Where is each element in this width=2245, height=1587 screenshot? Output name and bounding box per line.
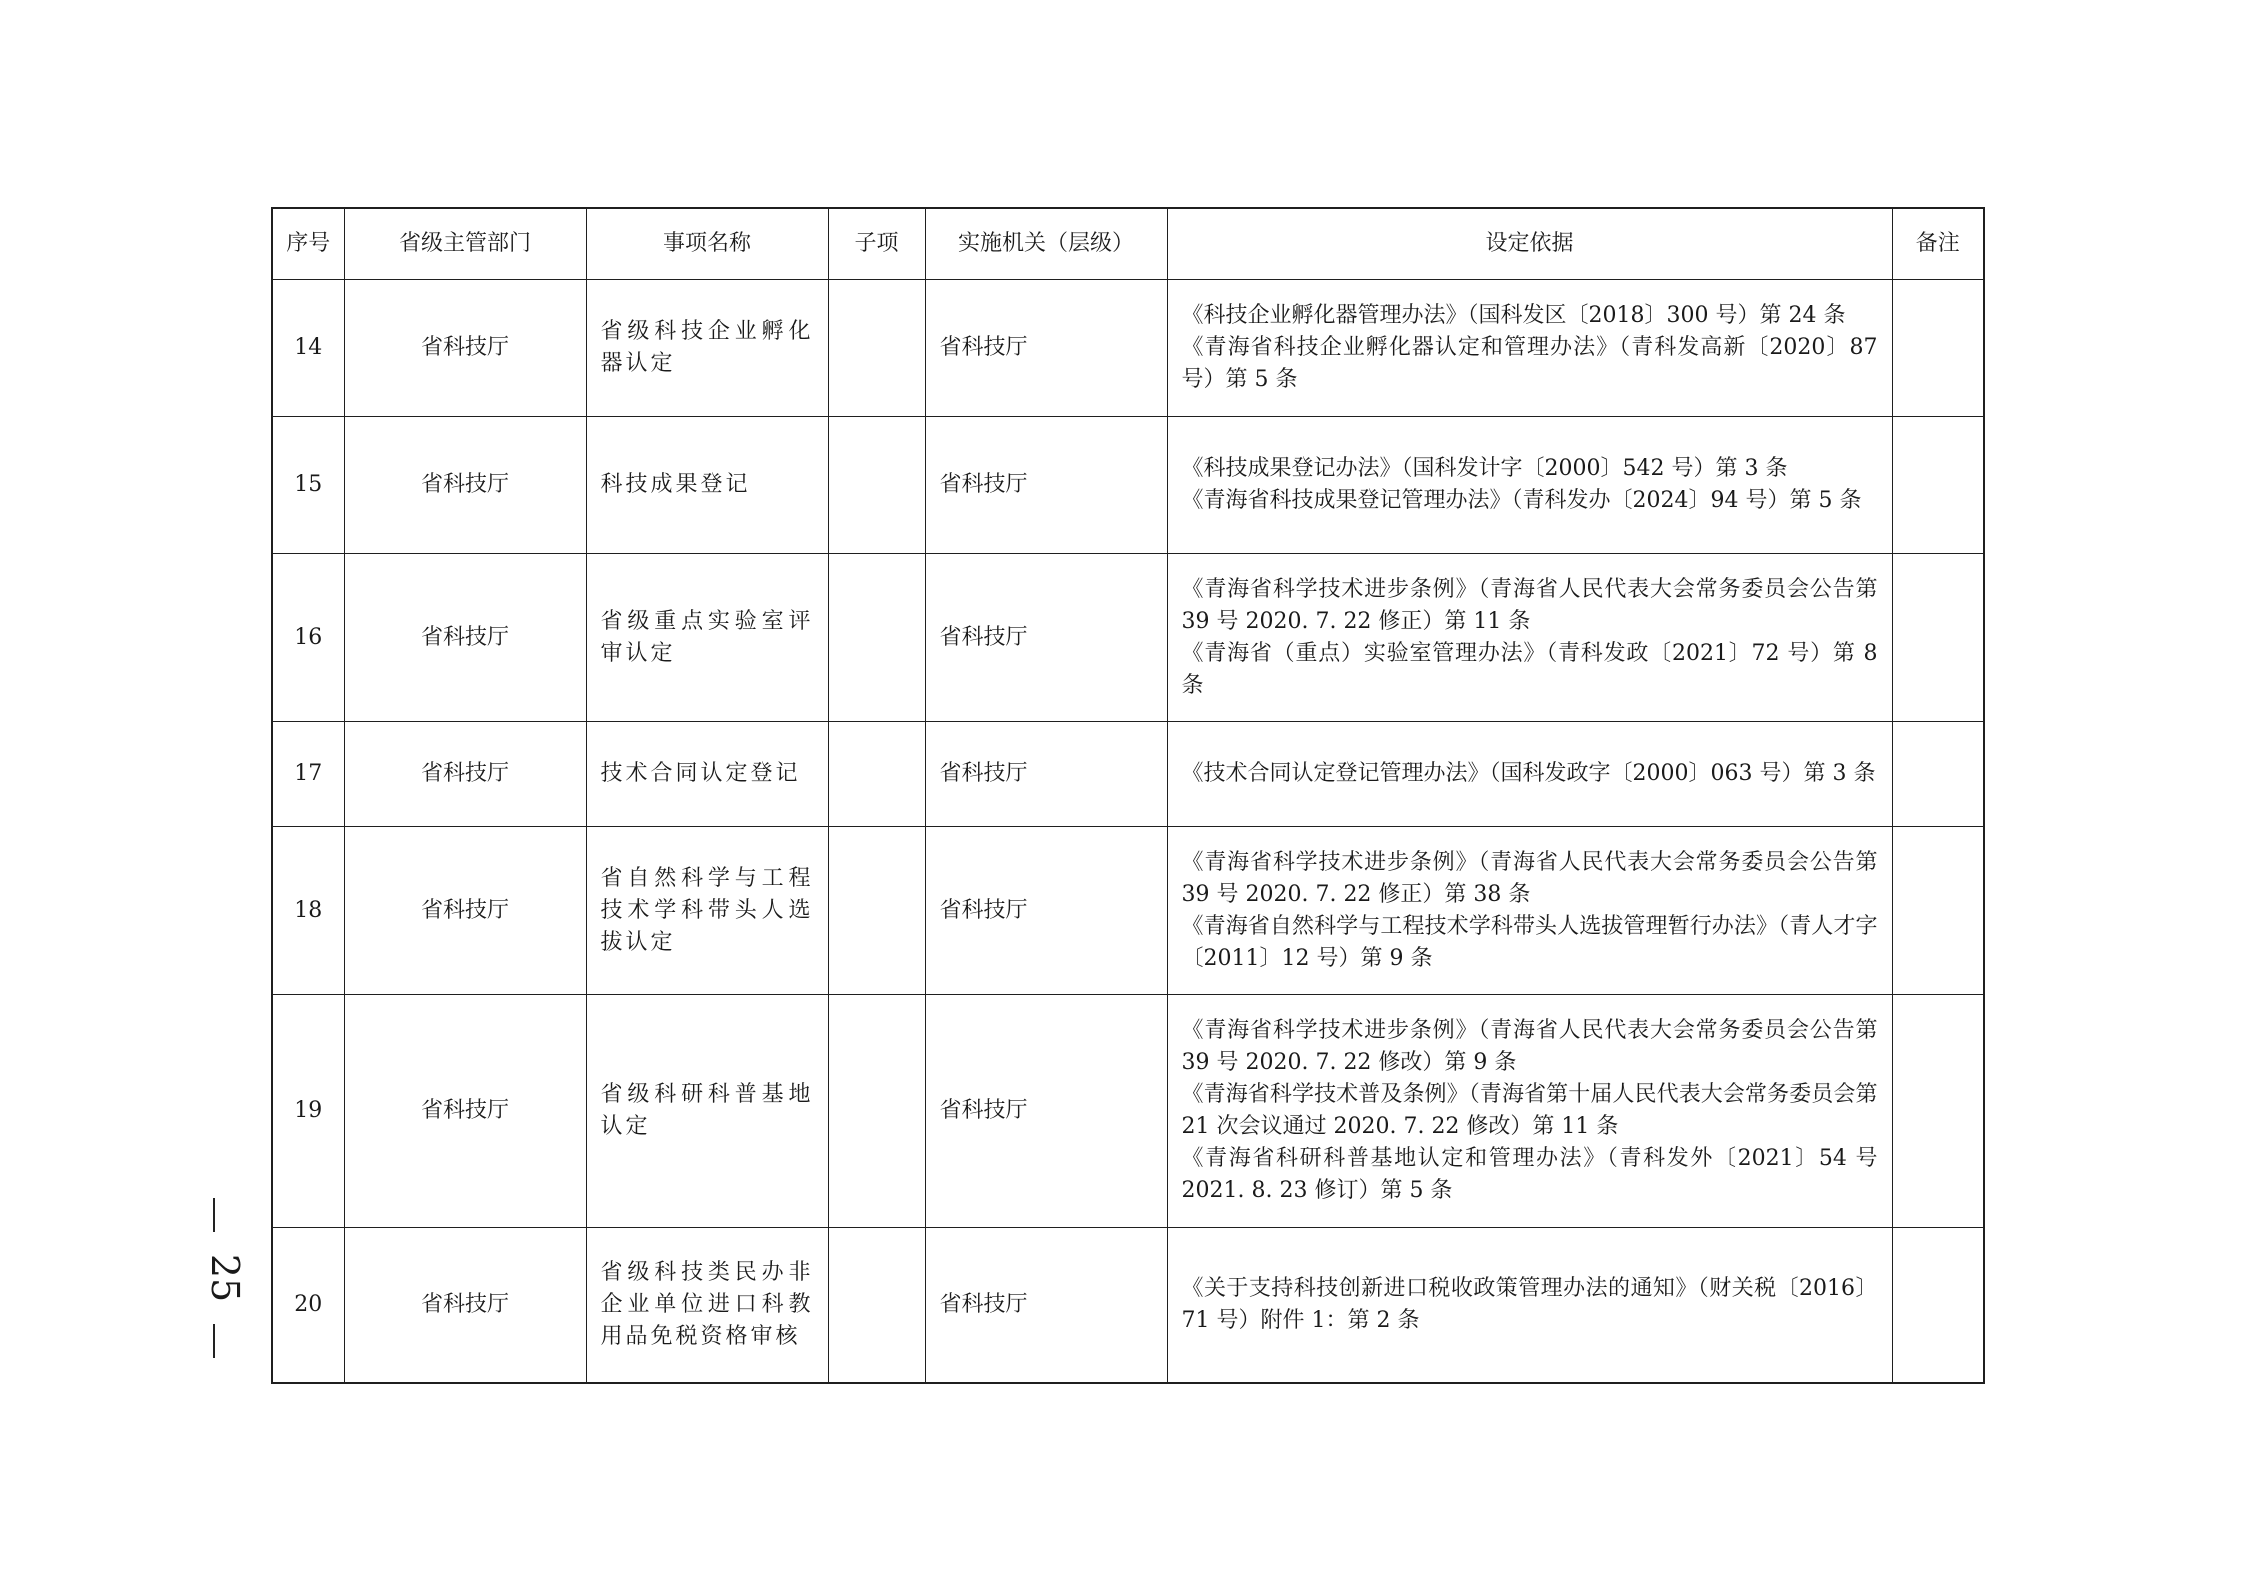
cell-department: 省科技厅: [344, 995, 586, 1228]
header-agency: 实施机关（层级）: [925, 208, 1167, 280]
header-note: 备注: [1892, 208, 1984, 280]
cell-serial: 20: [272, 1228, 344, 1383]
cell-serial: 14: [272, 280, 344, 417]
cell-agency: 省科技厅: [925, 1228, 1167, 1383]
cell-department: 省科技厅: [344, 280, 586, 417]
basis-line: 《青海省科研科普基地认定和管理办法》（青科发外〔2021〕54 号 2021. 8. 23 修订）第 5 条: [1181, 1146, 1878, 1203]
cell-basis: [1167, 280, 1892, 417]
cell-note: [1892, 995, 1984, 1228]
cell-basis: [1167, 417, 1892, 554]
header-serial: 序号: [272, 208, 344, 280]
table-row: [272, 417, 1984, 554]
cell-note: [1892, 827, 1984, 995]
cell-basis: [1167, 827, 1892, 995]
cell-department: 省科技厅: [344, 722, 586, 827]
cell-serial: 18: [272, 827, 344, 995]
cell-item-name: 技术合同认定登记: [586, 722, 828, 827]
cell-agency: 省科技厅: [925, 722, 1167, 827]
cell-sub-item: [828, 722, 925, 827]
cell-item-name: 省级重点实验室评审认定: [586, 554, 828, 722]
basis-line: 《青海省科技成果登记管理办法》（青科发办〔2024〕94 号）第 5 条: [1181, 488, 1862, 513]
table-header-row: [272, 208, 1984, 280]
cell-department: 省科技厅: [344, 1228, 586, 1383]
basis-line: 《青海省科学技术进步条例》（青海省人民代表大会常务委员会公告第 39 号 2020. 7. 22 修正）第 11 条: [1181, 576, 1878, 634]
page-number-dash-bottom: [213, 1324, 215, 1358]
header-department: 省级主管部门: [344, 208, 586, 280]
header-item-name: 事项名称: [586, 208, 828, 280]
cell-agency: 省科技厅: [925, 827, 1167, 995]
cell-serial: 17: [272, 722, 344, 827]
table-row: [272, 554, 1984, 722]
basis-line: 《青海省科学技术进步条例》（青海省人民代表大会常务委员会公告第 39 号 2020. 7. 22 修正）第 38 条: [1181, 849, 1878, 907]
cell-note: [1892, 1228, 1984, 1383]
basis-line: 《青海省科技企业孵化器认定和管理办法》（青科发高新〔2020〕87 号）第 5 条: [1181, 335, 1878, 392]
cell-note: [1892, 722, 1984, 827]
basis-line: 《青海省（重点）实验室管理办法》（青科发政〔2021〕72 号）第 8 条: [1181, 640, 1878, 698]
table-row: [272, 722, 1984, 827]
basis-line: 《技术合同认定登记管理办法》（国科发政字〔2000〕063 号）第 3 条: [1181, 761, 1876, 786]
table-row: [272, 827, 1984, 995]
basis-line: 《青海省科学技术普及条例》（青海省第十届人民代表大会常务委员会第 21 次会议通过 2020. 7. 22 修改）第 11 条: [1181, 1082, 1878, 1139]
basis-line: 《青海省科学技术进步条例》（青海省人民代表大会常务委员会公告第 39 号 2020. 7. 22 修改）第 9 条: [1181, 1018, 1878, 1075]
cell-department: 省科技厅: [344, 554, 586, 722]
cell-note: [1892, 417, 1984, 554]
cell-item-name: 省级科技企业孵化器认定: [586, 280, 828, 417]
cell-item-name: 省自然科学与工程技术学科带头人选拔认定: [586, 827, 828, 995]
cell-agency: 省科技厅: [925, 417, 1167, 554]
cell-item-name: 省级科技类民办非企业单位进口科教用品免税资格审核: [586, 1228, 828, 1383]
page-number-dash-top: [213, 1198, 215, 1232]
cell-item-name: 科技成果登记: [586, 417, 828, 554]
cell-sub-item: [828, 417, 925, 554]
cell-note: [1892, 280, 1984, 417]
cell-sub-item: [828, 1228, 925, 1383]
cell-basis: [1167, 722, 1892, 827]
header-basis: 设定依据: [1167, 208, 1892, 280]
cell-agency: 省科技厅: [925, 554, 1167, 722]
table-row: [272, 995, 1984, 1228]
cell-basis: [1167, 995, 1892, 1228]
cell-note: [1892, 554, 1984, 722]
cell-serial: 19: [272, 995, 344, 1228]
cell-basis: [1167, 554, 1892, 722]
header-sub-item: 子项: [828, 208, 925, 280]
table-row: [272, 280, 1984, 417]
cell-agency: 省科技厅: [925, 280, 1167, 417]
page-number-value: 25: [203, 1253, 247, 1303]
cell-department: 省科技厅: [344, 417, 586, 554]
basis-line: 《青海省自然科学与工程技术学科带头人选拔管理暂行办法》（青人才字〔2011〕12 号）第 9 条: [1181, 913, 1878, 971]
page-number: [190, 1198, 247, 1358]
cell-sub-item: [828, 280, 925, 417]
cell-sub-item: [828, 827, 925, 995]
cell-department: 省科技厅: [344, 827, 586, 995]
basis-line: 《关于支持科技创新进口税收政策管理办法的通知》（财关税〔2016〕71 号）附件 1：第 2 条: [1181, 1275, 1878, 1333]
cell-item-name: 省级科研科普基地认定: [586, 995, 828, 1228]
cell-agency: 省科技厅: [925, 995, 1167, 1228]
cell-sub-item: [828, 554, 925, 722]
cell-basis: [1167, 1228, 1892, 1383]
basis-line: 《科技企业孵化器管理办法》（国科发区〔2018〕300 号）第 24 条: [1181, 303, 1846, 328]
cell-serial: 15: [272, 417, 344, 554]
cell-sub-item: [828, 995, 925, 1228]
table-row: [272, 1228, 1984, 1383]
cell-serial: 16: [272, 554, 344, 722]
basis-line: 《科技成果登记办法》（国科发计字〔2000〕542 号）第 3 条: [1181, 456, 1788, 481]
catalog-table: [271, 207, 1985, 1384]
